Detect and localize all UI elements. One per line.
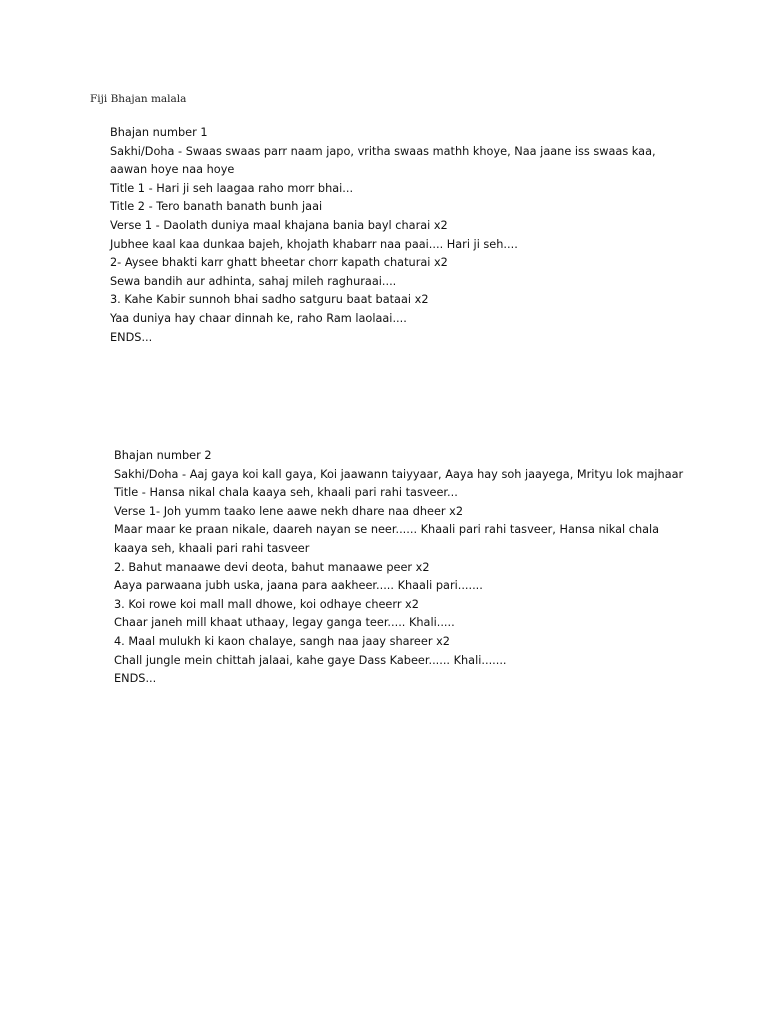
bhajan-2-verse-2: 2. Bahut manaawe devi deota, bahut manaawe peer x2 <box>114 560 430 574</box>
bhajan-2-verse-2-line-2: Aaya parwaana jubh uska, jaana para aakheer..... Khaali pari....... <box>114 579 483 593</box>
bhajan-1-heading: Bhajan number 1 <box>110 126 208 139</box>
bhajan-2-verse-4: 4. Maal mulukh ki kaon chalaye, sangh naa jaay shareer x2 <box>114 634 450 648</box>
bhajan-2-sakhi-doha: Sakhi/Doha - Aaj gaya koi kall gaya, Koi jaawann taiyyaar, Aaya hay soh jaayega, Mrityu lok majhaar <box>114 467 684 481</box>
bhajan-2-section <box>114 447 686 689</box>
bhajan-1-sakhi-doha: Sakhi/Doha - Swaas swaas parr naam japo, vritha swaas mathh khoye, Naa jaane iss swaas kaa, aawan hoye naa hoye <box>110 144 660 177</box>
bhajan-1-title-2: Title 2 - Tero banath banath bunh jaai <box>110 200 323 214</box>
bhajan-2-title: Title - Hansa nikal chala kaaya seh, khaali pari rahi tasveer... <box>114 486 458 500</box>
bhajan-1-verse-3: 3. Kahe Kabir sunnoh bhai sadho satguru baat bataai x2 <box>110 293 429 307</box>
bhajan-1-verse-1: Verse 1 - Daolath duniya maal khajana bania bayl charai x2 <box>110 218 448 232</box>
bhajan-1-ends: ENDS... <box>110 330 153 344</box>
bhajan-2-verse-1-line-2: Maar maar ke praan nikale, daareh nayan se neer...... Khaali pari rahi tasveer, Hansa nikal chala kaaya seh, khaali pari rahi tasveer <box>114 523 663 555</box>
bhajan-2-verse-1: Verse 1- Joh yumm taako lene aawe nekh dhare naa dheer x2 <box>114 504 464 518</box>
bhajan-1-section <box>110 124 670 347</box>
bhajan-1-verse-1-line-2: Jubhee kaal kaa dunkaa bajeh, khojath khabarr naa paai.... Hari ji seh.... <box>110 237 518 251</box>
page-title: Fiji Bhajan malala <box>90 93 187 105</box>
bhajan-1-verse-2-line-2: Sewa bandih aur adhinta, sahaj mileh raghuraai.... <box>110 274 397 288</box>
bhajan-1-verse-2: 2- Aysee bhakti karr ghatt bheetar chorr kapath chaturai x2 <box>110 256 448 270</box>
bhajan-2-verse-3: 3. Koi rowe koi mall mall dhowe, koi odhaye cheerr x2 <box>114 597 419 611</box>
bhajan-1-verse-3-line-2: Yaa duniya hay chaar dinnah ke, raho Ram laolaai.... <box>110 311 407 325</box>
bhajan-2-verse-4-line-2: Chall jungle mein chittah jalaai, kahe gaye Dass Kabeer...... Khali....... <box>114 653 507 667</box>
bhajan-2-verse-3-line-2: Chaar janeh mill khaat uthaay, legay ganga teer..... Khali..... <box>114 616 455 630</box>
bhajan-2-ends: ENDS... <box>114 672 157 686</box>
bhajan-2-heading: Bhajan number 2 <box>114 449 212 462</box>
bhajan-1-title-1: Title 1 - Hari ji seh laagaa raho morr bhai... <box>110 181 354 195</box>
